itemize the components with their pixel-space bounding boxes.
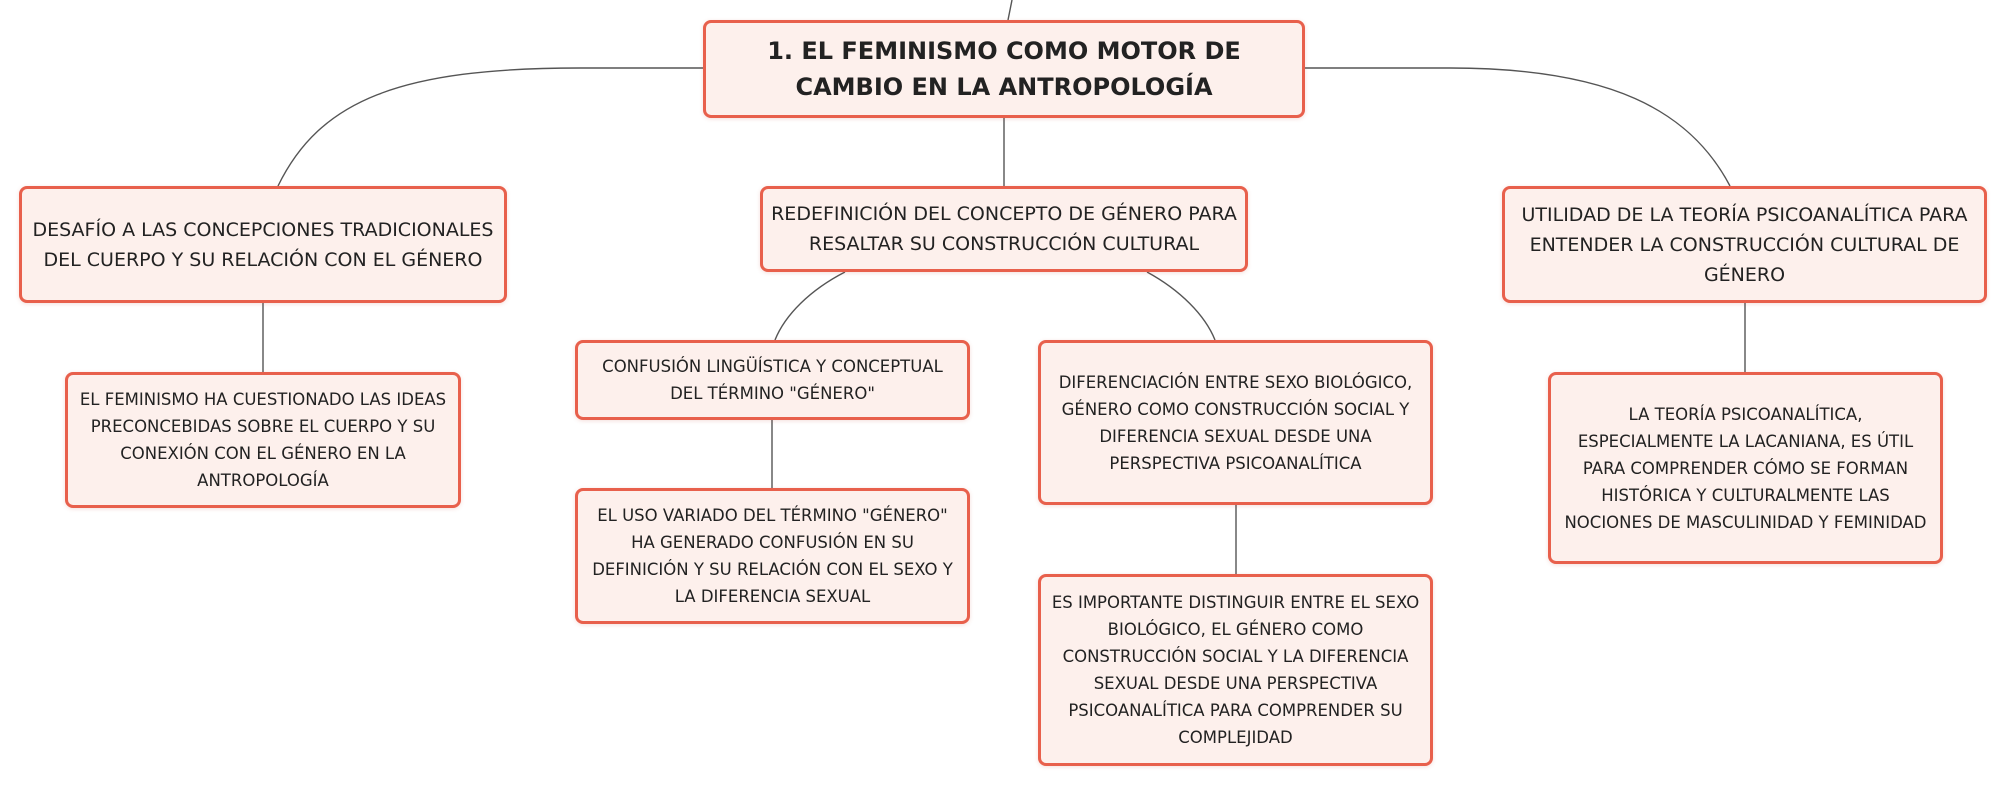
subtopic-gender-confusion-label: CONFUSIÓN LINGÜÍSTICA Y CONCEPTUAL DEL TÉRMINO "GÉNERO" bbox=[602, 357, 943, 403]
connector-parent-to-root bbox=[1008, 0, 1012, 20]
subtopic-gender-confusion[interactable] bbox=[575, 340, 970, 420]
connector-gender-to-difference bbox=[1147, 272, 1215, 340]
subtopic-gender-difference[interactable] bbox=[1038, 340, 1433, 505]
subtopic-gender-difference-detail-label: ES IMPORTANTE DISTINGUIR ENTRE EL SEXO BIOLÓGICO, EL GÉNERO COMO CONSTRUCCIÓN SOCIAL Y LA DIFERENCIA SEXUAL DESDE UNA PERSPECTIVA PSICOANALÍTICA PARA COMPRENDER SU COMPLEJIDAD bbox=[1051, 593, 1420, 747]
connector-root-to-body bbox=[278, 68, 703, 186]
subtopic-psychoanalytic-detail[interactable] bbox=[1548, 372, 1943, 564]
topic-psychoanalytic-theory-label: UTILIDAD DE LA TEORÍA PSICOANALÍTICA PARA ENTENDER LA CONSTRUCCIÓN CULTURAL DE GÉNERO bbox=[1521, 203, 1968, 286]
topic-gender-redefinition[interactable] bbox=[760, 186, 1248, 272]
connector-gender-to-confusion bbox=[775, 272, 845, 340]
topic-gender-redefinition-label: REDEFINICIÓN DEL CONCEPTO DE GÉNERO PARA RESALTAR SU CONSTRUCCIÓN CULTURAL bbox=[771, 203, 1237, 255]
topic-body-conceptions[interactable] bbox=[19, 186, 507, 303]
topic-psychoanalytic-theory[interactable] bbox=[1502, 186, 1987, 303]
subtopic-gender-difference-detail[interactable] bbox=[1038, 574, 1433, 766]
subtopic-psychoanalytic-detail-label: LA TEORÍA PSICOANALÍTICA, ESPECIALMENTE LA LACANIANA, ES ÚTIL PARA COMPRENDER CÓMO SE FORMAN HISTÓRICA Y CULTURALMENTE LAS NOCIONES DE MASCULINIDAD Y FEMINIDAD bbox=[1564, 404, 1927, 532]
root-topic-node[interactable] bbox=[703, 20, 1305, 118]
subtopic-gender-difference-label: DIFERENCIACIÓN ENTRE SEXO BIOLÓGICO, GÉNERO COMO CONSTRUCCIÓN SOCIAL Y DIFERENCIA SEXUAL DESDE UNA PERSPECTIVA PSICOANALÍTICA bbox=[1058, 372, 1413, 473]
subtopic-gender-confusion-detail[interactable] bbox=[575, 488, 970, 624]
topic-body-conceptions-label: DESAFÍO A LAS CONCEPCIONES TRADICIONALES DEL CUERPO Y SU RELACIÓN CON EL GÉNERO bbox=[32, 218, 494, 271]
root-topic-label: 1. EL FEMINISMO COMO MOTOR DE CAMBIO EN LA ANTROPOLOGÍA bbox=[767, 37, 1241, 101]
connector-root-to-psycho bbox=[1305, 68, 1730, 186]
subtopic-gender-confusion-detail-label: EL USO VARIADO DEL TÉRMINO "GÉNERO" HA GENERADO CONFUSIÓN EN SU DEFINICIÓN Y SU RELACIÓN CON EL SEXO Y LA DIFERENCIA SEXUAL bbox=[592, 506, 953, 606]
subtopic-body-detail[interactable] bbox=[65, 372, 461, 508]
subtopic-body-detail-label: EL FEMINISMO HA CUESTIONADO LAS IDEAS PRECONCEBIDAS SOBRE EL CUERPO Y SU CONEXIÓN CON EL GÉNERO EN LA ANTROPOLOGÍA bbox=[79, 390, 447, 490]
